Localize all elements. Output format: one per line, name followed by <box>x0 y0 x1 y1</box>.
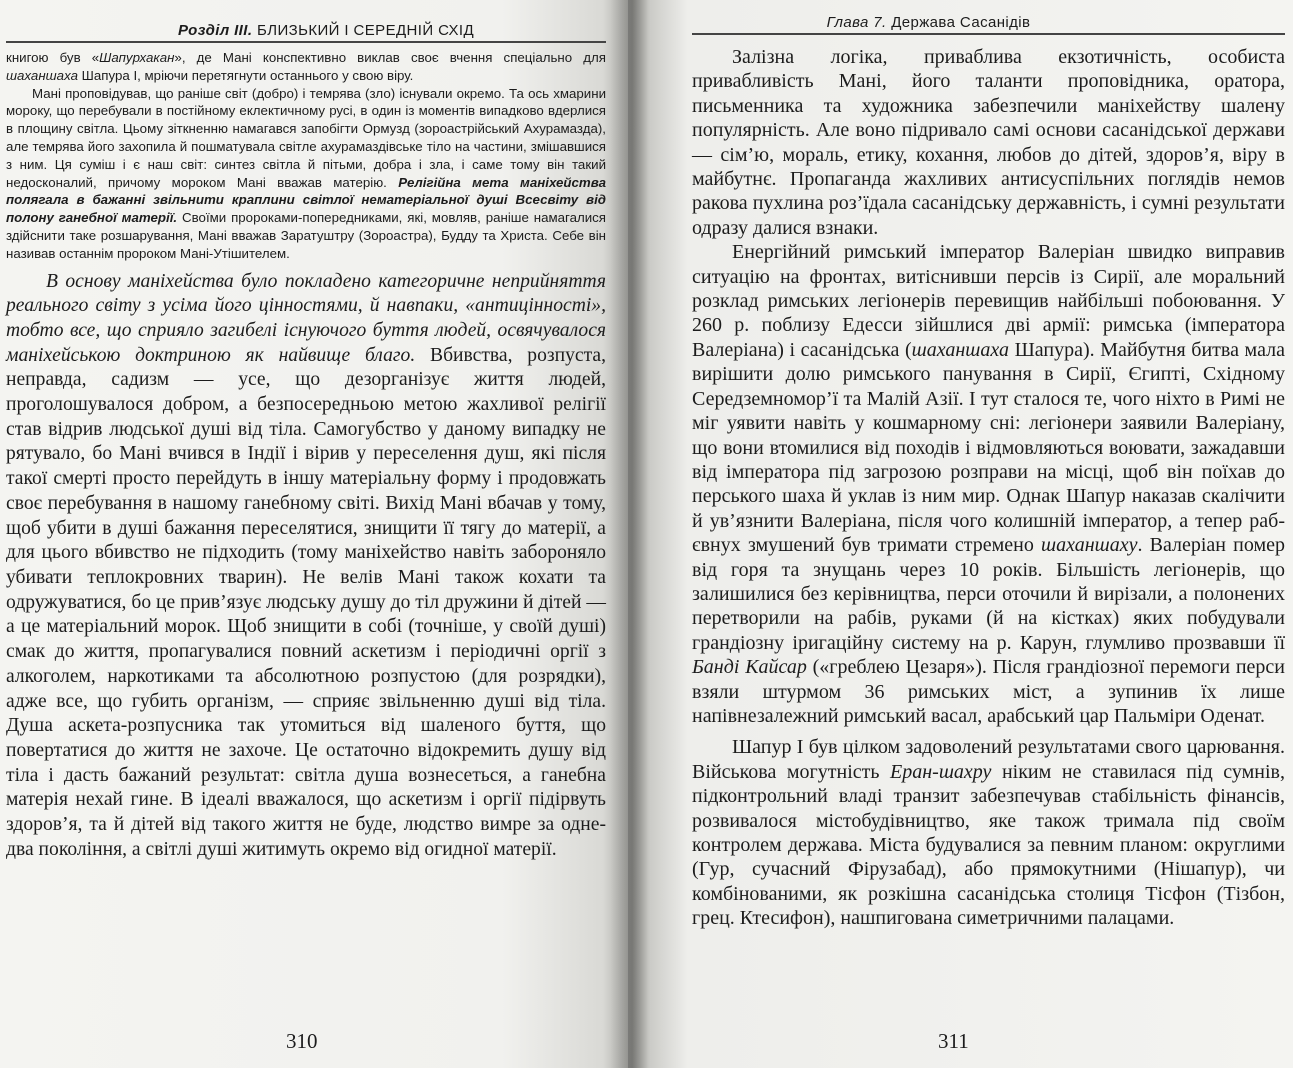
bold-italic-run: Релігійна мета маніхейства полягала в бажанні звільнити краплини світлої нематеріальної душі Всесвіту від полону ганебної матерії. <box>6 174 607 226</box>
left-small-text <box>6 49 606 263</box>
text-run: Своїми пророками-попередниками, які, мовляв, раніше намагалися здійснити таке розшарування, Мані вважав Заратуштру (Зороастра), Будду та Христа. Себе він називав останнім пророком Мані-Утішителем. <box>6 210 607 261</box>
italic-run: шаханшаху <box>1040 534 1138 557</box>
text-run: Шапура). Майбутня битва мала вирішити долю римського панування в Сирії, Єгипті, Східному Середземномор’ї та Малій Азії. І тут сталося те, чого ніхто в Римі не міг уявити навіть у кошмарному сні: легіонери заявили Валеріану, що вони втомилися від походів і відмовляються воювати, зажадавши від імператора під загрозою розправи на місці, щоб він поїхав до перського шаха й уклав із ним мир. Однак Шапур наказав скалічити й ув’язнити Валеріана, після чого колишній імператор, а тепер раб-євнух змушений був тримати стремено <box>692 338 1285 557</box>
italic-run: Шапурхакан <box>99 50 175 65</box>
small-paragraph-1 <box>6 49 606 85</box>
left-body-text <box>6 263 606 863</box>
left-page <box>0 0 628 1068</box>
text-run: Шапура І, мріючи перетягнути останнього у свою віру. <box>77 67 414 83</box>
text-run: . Валеріан помер від горя та знущань через 10 років. Більшість легіонерів, що залишилися без керівництва, перси оточили й вирізали, а полонених перетворили на рабів, руками (й на кістках) яких побудували грандіозну іригаційну систему на р. Карун, глумливо прозвавши її <box>692 534 1286 654</box>
body-paragraph <box>6 270 606 863</box>
text-run: Мані проповідував, що раніше світ (добро) і темрява (зло) існували окремо. Та ось хмарини мороку, що перебували в постійному еклектичному русі, в один із моментів випадково вдерлися в площину світла. Цьому зіткненню намагався запобігти Ормузд (зороастрійський Ахурамазда), але темрява його захопила й пошматувала світле ахурамаздівське тіло на частини, змішавшися з ним. Ця суміш і є наш світ: синтез світла й пітьми, добра і зла, і саме тому він такий недосконалий, причому мороком Мані вважав матерію. <box>6 85 606 190</box>
italic-run: шаханшаха <box>6 67 78 83</box>
chapter-title: Держава Сасанідів <box>891 14 1031 31</box>
right-paragraph-1 <box>692 45 1285 240</box>
right-page <box>628 0 1293 1068</box>
small-paragraph-2 <box>6 85 606 263</box>
chapter-label: Глава 7. <box>826 14 887 31</box>
left-running-head <box>6 22 606 43</box>
italic-run: Банді Кайсар <box>692 656 807 679</box>
right-running-head <box>692 14 1285 35</box>
text-run: книгою був « <box>6 50 100 65</box>
page-number-left: 310 <box>286 1029 318 1053</box>
right-body-text <box>692 41 1285 931</box>
text-run: ніким не ставилася під сумнів, підконтрольний владі транзит забезпечував стабільність фінансів, розвивалося містобудівництво, яке також тримала під своїм контролем держава. Міста будувалися за певним планом: округлими (Гур, сучасний Фірузабад), або прямокутними (Нішапур), чи комбінованими, як розкішна сасанідська столиця Тісфон (Тізбон, грец. Ктесифон), нашпигована симетричними палацами. <box>692 760 1285 930</box>
section-label: Розділ III. <box>177 22 253 39</box>
italic-run: В основу маніхейства було покладено категоричне неприйняття реального світу з усіма його цінностями, й навпаки, «антицінності», тобто все, що сприяло загибелі існуючого буття людей, освячувалося маніхейською доктриною як найвище благо. <box>6 270 606 366</box>
page-number-right: 311 <box>938 1029 969 1053</box>
text-run: («греблею Цезаря»). Після грандіозної перемоги перси взяли штурмом 36 римських міст, а зупинив їх лише напівнезалежний римський васал, арабський цар Пальміри Оденат. <box>692 656 1285 727</box>
text-run: Шапур І був цілком задоволений результатами свого царювання. Військова могутність <box>692 736 1285 783</box>
text-run: Енергійний римський імператор Валеріан швидко виправив ситуацію на фронтах, витіснивши персів із Сирії, але моральний розклад римських легіонерів перевищив найбільші побоювання. У 260 р. поблизу Едесси зійшлися дві армії: римська (імператора Валеріана) і сасанідська ( <box>692 241 1285 361</box>
right-paragraph-2 <box>692 240 1285 728</box>
italic-run: Еран-шахру <box>890 760 992 783</box>
text-run: », де Мані конспективно виклав своє вчення спеціально для <box>174 50 606 65</box>
text-run: Залізна логіка, приваблива екзотичність, особиста привабливість Мані, його таланти проповідника, оратора, письменника та художника забезпечили маніхейству шалену популярність. Але воно підривало самі основи сасанідської держави — сім’ю, мораль, етику, кохання, любов до дітей, здоров’я, віру в майбутнє. Пропаганда жахливих антисуспільних поглядів немов ракова пухлина роз’їдала сасанідську державність, і сумні результати одразу далися взнаки. <box>692 46 1285 239</box>
section-title: БЛИЗЬКИЙ І СЕРЕДНІЙ СХІД <box>256 22 475 39</box>
italic-run: шаханшаха <box>911 338 1010 361</box>
text-run: Вбивства, розпуста, неправда, садизм — усе, що дезорганізує життя людей, проголошувалося добром, а безпосередньою метою жахливої релігії став відрив людської душі від тіла. Самогубство у даному випадку не рятувало, бо Мані вчився в Індії і вірив у переселення душ, які після такої смерті просто перейдуть в іншу матеріальну форму і продовжать своє перебування в нашому ганебному світі. Вихід Мані вбачав у тому, щоб убити в душі бажання переселятися, знищити її тягу до матерії, а для цього вбивство не підходить (тому маніхейство навіть забороняло убивати теплокровних тварин). Не велів Мані також кохати та одружуватися, бо це прив’язує людську душу до тіл дружини й дітей — а це матеріальний морок. Щоб знищити в собі (точніше, у своїй душі) смак до життя, пропагувалися повний аскетизм і періодичні оргії з алкоголем, наркотиками та абсолютною розпустою (для розрядки), адже все, що губить організм, — сприяє звільненню душі від тіла. Душа аскета-розпусника так утомиться від шаленого буття, що повертатися до життя не захоче. Це остаточно відокремить душу від тіла і дасть бажаний результат: світла душа вознесеться, а ганебна матерія нехай гине. В ідеалі вважалося, що аскетизм і оргії підірвуть здоров’я, та й дітей від такого життя не буде, людство вимре за одне-два покоління, а світлі душі житимуть окремо від огидної матерії. <box>6 344 606 860</box>
right-paragraph-3 <box>692 735 1285 930</box>
